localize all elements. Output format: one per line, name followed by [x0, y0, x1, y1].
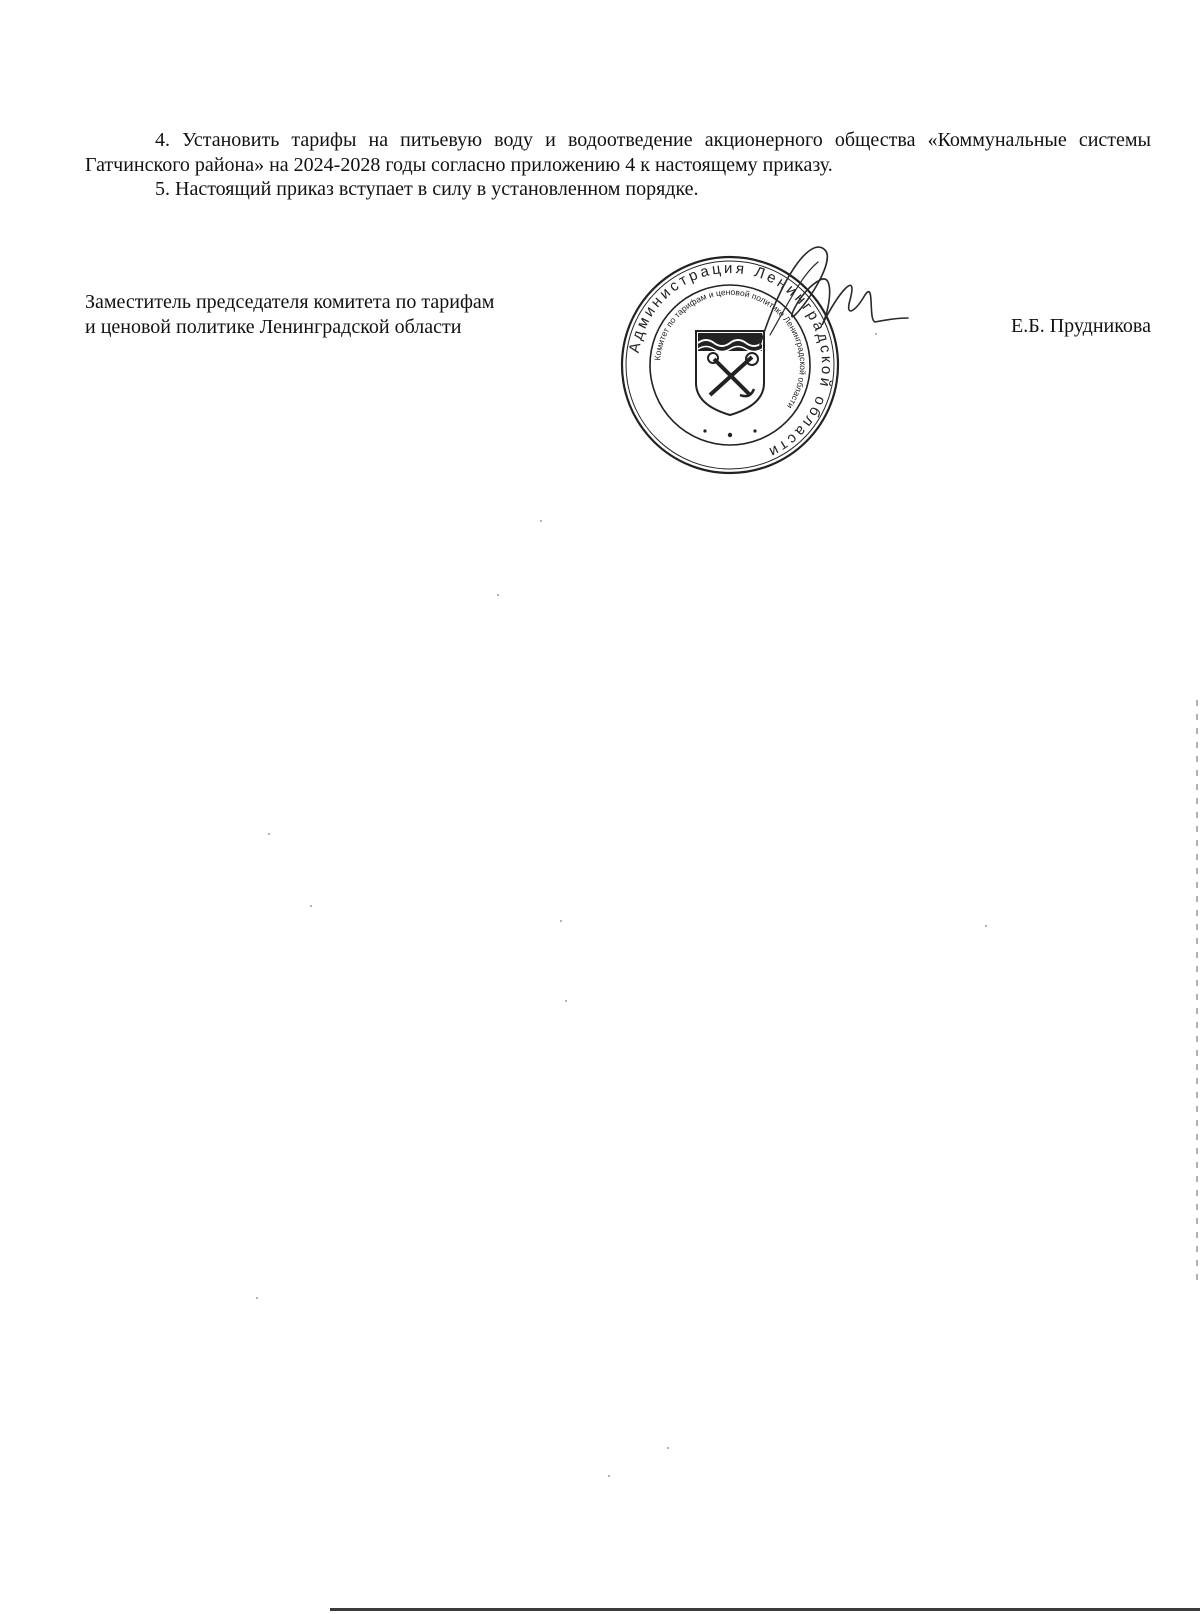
scan-speck — [560, 920, 562, 922]
scan-speck — [268, 833, 270, 835]
signatory-position-line-1: Заместитель председателя комитета по тарифам — [85, 291, 495, 313]
scan-speck — [875, 333, 877, 335]
scan-bottom-edge — [330, 1608, 1200, 1611]
scan-speck — [497, 594, 499, 596]
stamp-inner-text: Комитет по тарифам и ценовой политике Ленинградской области — [652, 286, 809, 411]
scan-speck — [667, 1447, 669, 1449]
signatory-position-line-2: и ценовой политике Ленинградской области — [85, 315, 462, 338]
scan-speck — [540, 520, 542, 522]
scan-speck — [985, 925, 987, 927]
handwritten-signature — [740, 240, 910, 350]
paragraph-5: 5. Настоящий приказ вступает в силу в установленном порядке. — [155, 178, 699, 200]
scan-speck — [608, 1475, 610, 1477]
scan-edge-marks — [1196, 700, 1198, 1280]
stamp-outer-text: Администрация Ленинградской области — [625, 259, 836, 462]
scan-speck — [256, 1297, 258, 1299]
scan-speck — [310, 905, 312, 907]
scan-speck — [565, 1000, 567, 1002]
signatory-name: Е.Б. Прудникова — [1011, 315, 1151, 337]
stamp-star-dot — [728, 433, 732, 437]
signatory-position — [85, 290, 605, 339]
document-body — [85, 128, 1151, 202]
paragraph-4: 4. Установить тарифы на питьевую воду и водоотведение акционерного общества «Коммунальные системы Гатчинского района» на 2024-2028 годы согласно приложению 4 к настоящему приказу. — [85, 129, 1151, 176]
